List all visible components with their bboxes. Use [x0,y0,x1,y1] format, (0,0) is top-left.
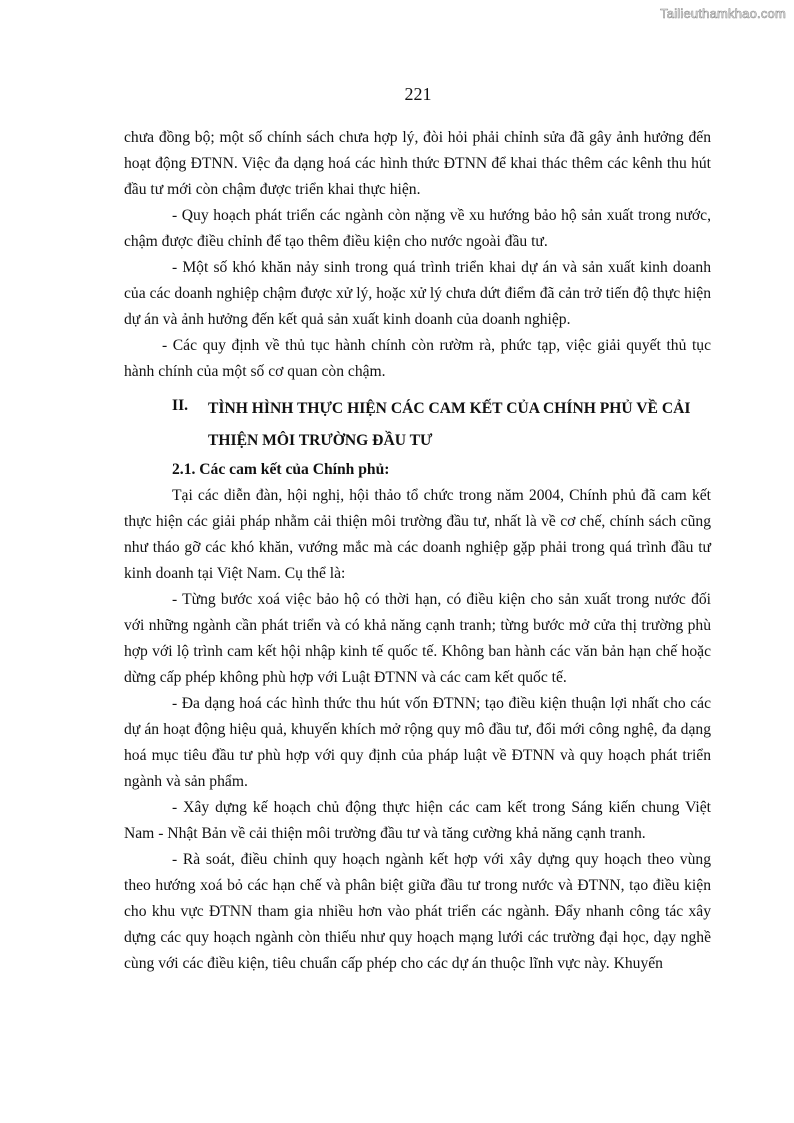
section-title-line-2: THIỆN MÔI TRƯỜNG ĐẦU TƯ [208,432,433,449]
document-body [124,125,711,977]
page-number: 221 [404,84,432,104]
watermark: Tailieuthamkhao.com [660,6,786,21]
section-title-line-1: TÌNH HÌNH THỰC HIỆN CÁC CAM KẾT CỦA CHÍNH PHỦ VỀ CẢI [208,400,691,417]
section-title [208,393,711,457]
paragraph-continuation: chưa đồng bộ; một số chính sách chưa hợp lý, đòi hỏi phải chỉnh sửa đã gây ảnh hưởng đến hoạt động ĐTNN. Việc đa dạng hoá các hình thức ĐTNN để khai thác thêm các kênh thu hút đầu tư mới còn chậm được triển khai thực hiện. [124,129,711,198]
bullet-paragraph: - Một số khó khăn nảy sinh trong quá trình triển khai dự án và sản xuất kinh doanh của các doanh nghiệp chậm được xử lý, hoặc xử lý chưa dứt điểm đã cản trở tiến độ thực hiện dự án và ảnh hưởng đến kết quả sản xuất kinh doanh của doanh nghiệp. [124,259,711,328]
bullet-paragraph: - Xây dựng kế hoạch chủ động thực hiện các cam kết trong Sáng kiến chung Việt Nam - Nhật Bản về cải thiện môi trường đầu tư và tăng cường khả năng cạnh tranh. [124,799,711,842]
bullet-paragraph: - Từng bước xoá việc bảo hộ có thời hạn, có điều kiện cho sản xuất trong nước đối với những ngành cần phát triển và có khả năng cạnh tranh; từng bước mở cửa thị trường phù hợp với lộ trình cam kết hội nhập kinh tế quốc tế. Không ban hành các văn bản hạn chế hoặc dừng cấp phép không phù hợp với Luật ĐTNN và các cam kết quốc tế. [124,591,711,686]
subsection-heading: 2.1. Các cam kết của Chính phủ: [172,461,390,478]
bullet-paragraph: - Rà soát, điều chỉnh quy hoạch ngành kết hợp với xây dựng quy hoạch theo vùng theo hướng xoá bỏ các hạn chế và phân biệt giữa đầu tư trong nước và ĐTNN, tạo điều kiện cho khu vực ĐTNN tham gia nhiều hơn vào phát triển các ngành. Đẩy nhanh công tác xây dựng các quy hoạch ngành còn thiếu như quy hoạch mạng lưới các trường đại học, dạy nghề cùng với các điều kiện, tiêu chuẩn cấp phép cho các dự án thuộc lĩnh vực này. Khuyến [124,851,711,972]
bullet-paragraph: - Đa dạng hoá các hình thức thu hút vốn ĐTNN; tạo điều kiện thuận lợi nhất cho các dự án hoạt động hiệu quả, khuyến khích mở rộng quy mô đầu tư, đổi mới công nghệ, đa dạng hoá mục tiêu đầu tư phù hợp với quy định của pháp luật về ĐTNN và quy hoạch phát triển ngành và sản phẩm. [124,695,711,790]
bullet-paragraph: - Quy hoạch phát triển các ngành còn nặng về xu hướng bảo hộ sản xuất trong nước, chậm được điều chỉnh để tạo thêm điều kiện cho nước ngoài đầu tư. [124,207,711,250]
bullet-paragraph: - Các quy định về thủ tục hành chính còn rườm rà, phức tạp, việc giải quyết thủ tục hành chính của một số cơ quan còn chậm. [124,337,711,380]
section-heading [124,393,711,457]
body-paragraph: Tại các diễn đàn, hội nghị, hội thảo tổ chức trong năm 2004, Chính phủ đã cam kết thực hiện các giải pháp nhằm cải thiện môi trường đầu tư, nhất là về cơ chế, chính sách cũng như tháo gỡ các khó khăn, vướng mắc mà các doanh nghiệp gặp phải trong quá trình đầu tư kinh doanh tại Việt Nam. Cụ thể là: [124,487,711,582]
section-number: II. [172,397,189,414]
